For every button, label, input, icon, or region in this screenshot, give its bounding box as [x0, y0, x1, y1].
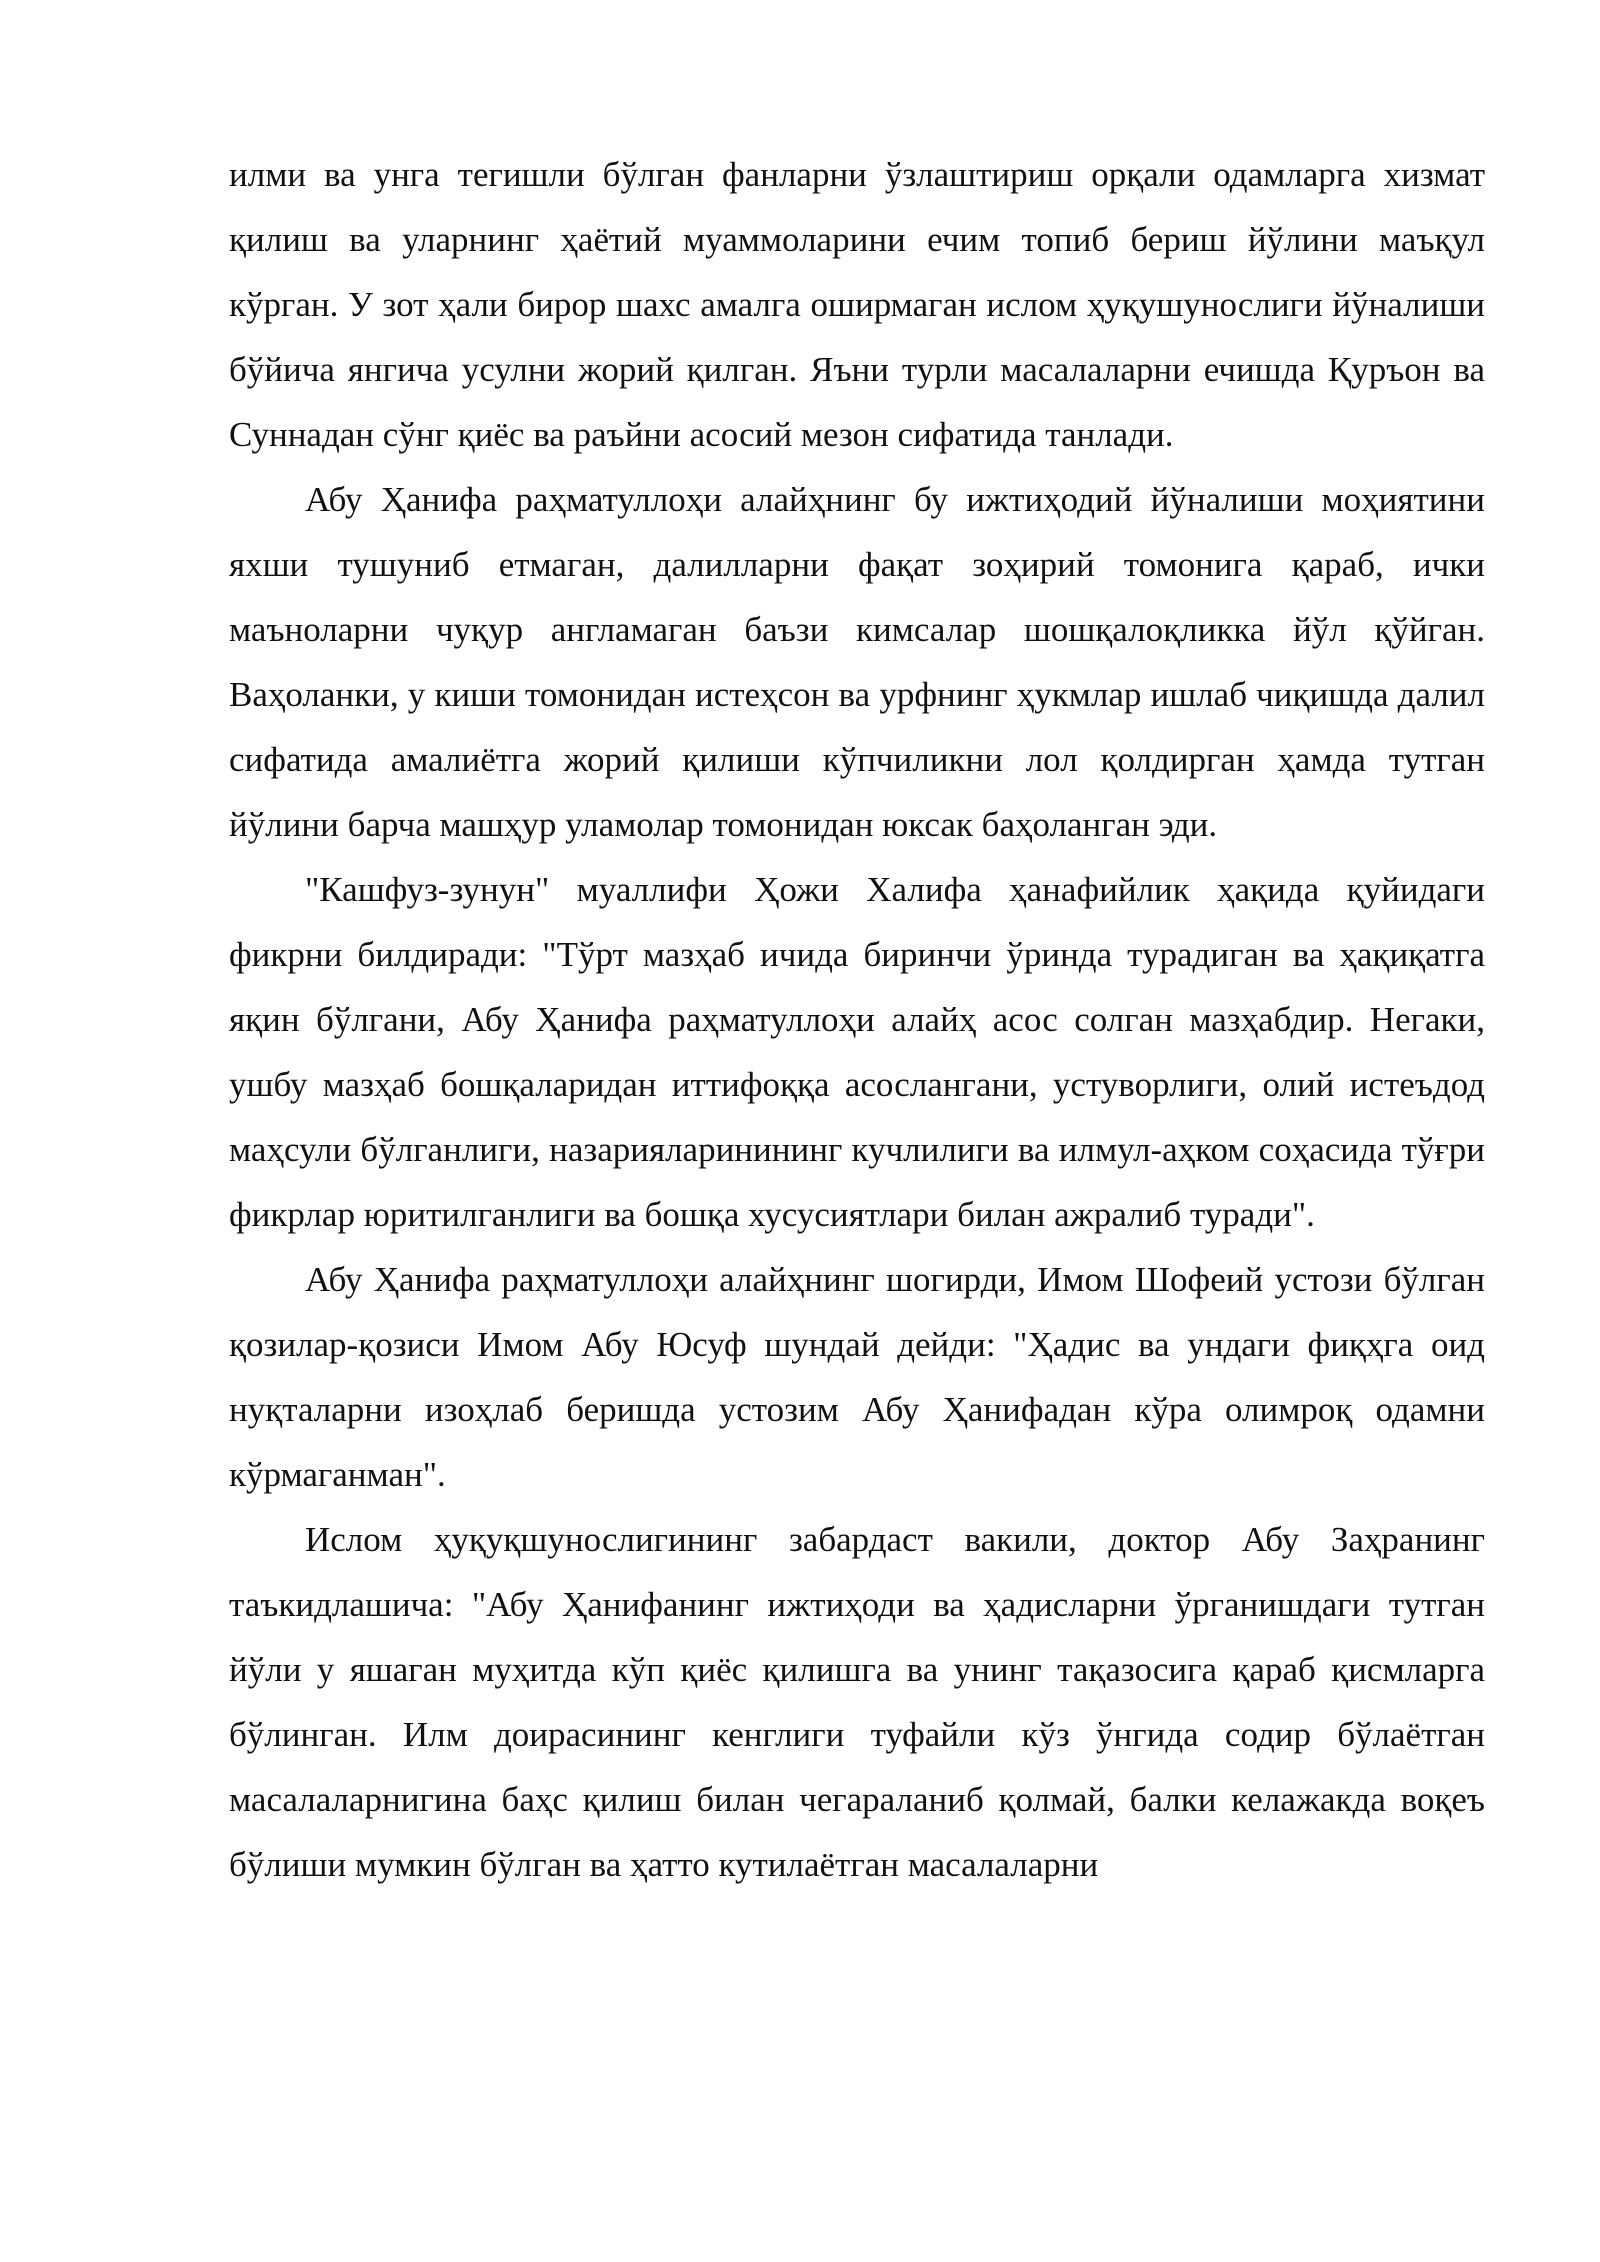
paragraph-3: "Кашфуз-зунун" муаллифи Ҳожи Халифа ҳанафийлик ҳақида қуйидаги фикрни билдиради: "Тўрт мазҳаб ичида биринчи ўринда турадиган ва ҳақиқатга яқин бўлгани, Абу Ҳанифа раҳматуллоҳи алайҳ асос солган мазҳабдир. Негаки, ушбу мазҳаб бошқаларидан иттифоққа асослангани, устуворлиги, олий истеъдод маҳсули бўлганлиги, назарияларинининг кучлилиги ва илмул-аҳком соҳасида тўғри фикрлар юритилганлиги ва бошқа хусусиятлари билан ажралиб туради".	[229, 870, 1485, 1234]
document-body	[229, 142, 1485, 1897]
paragraph-1: илми ва унга тегишли бўлган фанларни ўзлаштириш орқали одамларга хизмат қилиш ва уларнинг ҳаётий муаммоларини ечим топиб бериш йўлини маъқул кўрган. У зот ҳали бирор шахс амалга оширмаган ислом ҳуқушунослиги йўналиши бўйича янгича усулни жорий қилган. Яъни турли масалаларни ечишда Қуръон ва Суннадан сўнг қиёс ва раъйни асосий мезон сифатида танлади.	[229, 155, 1485, 454]
paragraph-2: Абу Ҳанифа раҳматуллоҳи алайҳнинг бу ижтиҳодий йўналиши моҳиятини яхши тушуниб етмаган, далилларни фақат зоҳирий томонига қараб, ички маъноларни чуқур англамаган баъзи кимсалар шошқалоқликка йўл қўйган. Ваҳоланки, у киши томонидан истеҳсон ва урфнинг ҳукмлар ишлаб чиқишда далил сифатида амалиётга жорий қилиши кўпчиликни лол қолдирган ҳамда тутган йўлини барча машҳур уламолар томонидан юксак баҳоланган эди.	[229, 480, 1485, 844]
paragraph-5: Ислом ҳуқуқшунослигининг забардаст вакили, доктор Абу Заҳранинг таъкидлашича: "Абу Ҳанифанинг ижтиҳоди ва ҳадисларни ўрганишдаги тутган йўли у яшаган муҳитда кўп қиёс қилишга ва унинг тақазосига қараб қисмларга бўлинган. Илм доирасининг кенглиги туфайли кўз ўнгида содир бўлаётган масалаларнигина баҳс қилиш билан чегараланиб қолмай, балки келажакда воқеъ бўлиши мумкин бўлган ва ҳатто кутилаётган масалаларни	[229, 1520, 1485, 1884]
paragraph-4: Абу Ҳанифа раҳматуллоҳи алайҳнинг шогирди, Имом Шофеий устози бўлган қозилар-қозиси Имом Абу Юсуф шундай дейди: "Ҳадис ва ундаги фиқҳга оид нуқталарни изоҳлаб беришда устозим Абу Ҳанифадан кўра олимроқ одамни кўрмаганман".	[229, 1260, 1485, 1494]
